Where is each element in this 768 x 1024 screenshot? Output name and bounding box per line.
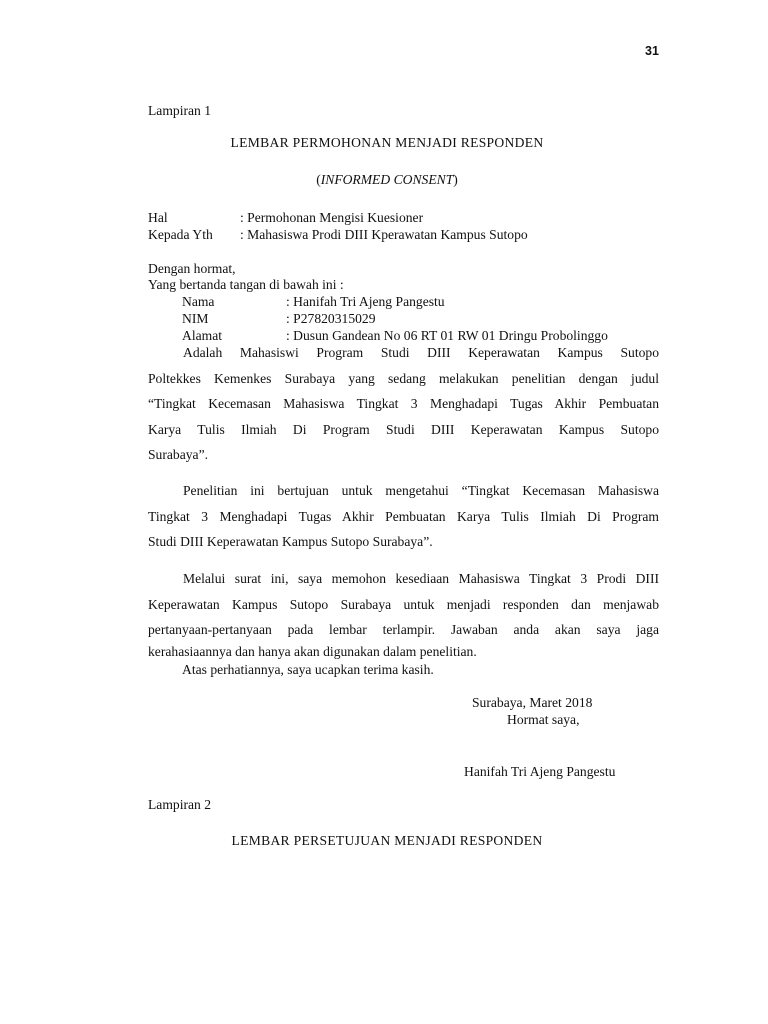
paragraph-line: Poltekkes Kemenkes Surabaya yang sedang melakukan penelitian dengan judul — [148, 370, 659, 386]
document-title: LEMBAR PERMOHONAN MENJADI RESPONDEN — [230, 135, 544, 150]
paragraph-3 — [148, 566, 659, 661]
attachment-label-1: Lampiran 1 — [148, 103, 212, 118]
attachment-label-2: Lampiran 2 — [148, 797, 212, 812]
greeting: Dengan hormat, — [148, 261, 236, 276]
paragraph-line: Melalui surat ini, saya memohon kesediaan Mahasiswa Tingkat 3 Prodi DIII — [183, 571, 659, 586]
identity-value: : P27820315029 — [286, 311, 376, 326]
regards: Hormat saya, — [507, 712, 580, 727]
subtitle-italic: INFORMED CONSENT — [320, 172, 454, 187]
identity-key: Nama — [182, 294, 215, 309]
paragraph-line: “Tingkat Kecemasan Mahasiswa Tingkat 3 Menghadapi Tugas Akhir Pembuatan — [148, 396, 659, 412]
identity-value: : Dusun Gandean No 06 RT 01 RW 01 Dringu Probolinggo — [286, 328, 608, 343]
consent-title: LEMBAR PERSETUJUAN MENJADI RESPONDEN — [231, 833, 543, 848]
meta-key: Hal — [148, 210, 168, 225]
paragraph-line: Penelitian ini bertujuan untuk mengetahui “Tingkat Kecemasan Mahasiswa — [183, 483, 659, 498]
paragraph-line: Adalah Mahasiswi Program Studi DIII Keperawatan Kampus Sutopo — [183, 345, 659, 360]
subtitle-open-paren: ( — [316, 172, 321, 187]
place-date: Surabaya, Maret 2018 — [472, 695, 593, 710]
subtitle-close-paren: ) — [453, 172, 458, 187]
meta-value: : Mahasiswa Prodi DIII Kperawatan Kampus Sutopo — [240, 227, 528, 242]
paragraph-line: Surabaya”. — [148, 447, 209, 463]
paragraph-1 — [148, 340, 659, 468]
meta-value: : Permohonan Mengisi Kuesioner — [240, 210, 424, 225]
document-subtitle — [148, 172, 626, 188]
paragraph-line: pertanyaan-pertanyaan pada lembar terlampir. Jawaban anda akan saya jaga — [148, 622, 659, 638]
paragraph-line: Karya Tulis Ilmiah Di Program Studi DIII Keperawatan Kampus Sutopo — [148, 421, 659, 437]
signer-name: Hanifah Tri Ajeng Pangestu — [464, 764, 616, 779]
page-number: 31 — [645, 44, 659, 58]
signed-below-intro: Yang bertanda tangan di bawah ini : — [148, 277, 344, 292]
paragraph-line: Studi DIII Keperawatan Kampus Sutopo Surabaya”. — [148, 534, 433, 550]
identity-key: NIM — [182, 311, 209, 326]
meta-key: Kepada Yth — [148, 227, 213, 242]
closing-thanks: Atas perhatiannya, saya ucapkan terima kasih. — [182, 662, 434, 677]
paragraph-line: Tingkat 3 Menghadapi Tugas Akhir Pembuatan Karya Tulis Ilmiah Di Program — [148, 508, 659, 524]
paragraph-line: kerahasiaannya dan hanya akan digunakan dalam penelitian. — [148, 643, 477, 659]
paragraph-2 — [148, 478, 659, 555]
identity-value: : Hanifah Tri Ajeng Pangestu — [286, 294, 445, 309]
identity-key: Alamat — [182, 328, 223, 343]
paragraph-line: Keperawatan Kampus Sutopo Surabaya untuk menjadi responden dan menjawab — [148, 596, 659, 612]
